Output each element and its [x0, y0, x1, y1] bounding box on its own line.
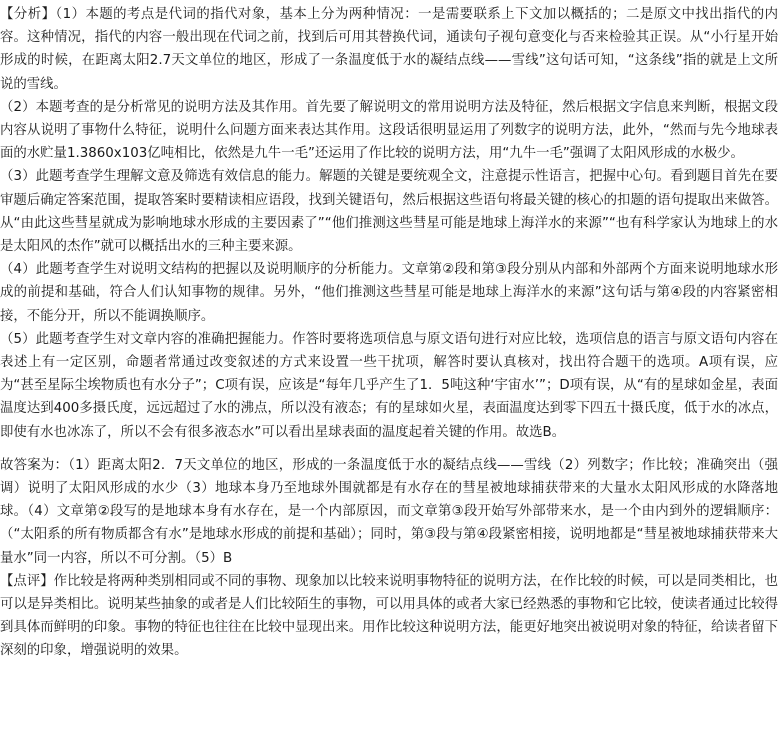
analysis-item-4: （4）此题考查学生对说明文结构的把握以及说明顺序的分析能力。文章第②段和第③段分别从内部和外部两个方面来说明地球水形成的前提和基础，符合人们认知事物的规律。另外，“他们推测这些彗星可能是地球上海洋水的来源”这句话与第④段的内容紧密相接，不能分开，所以不能调换顺序。 [0, 262, 778, 324]
answer-summary: 故答案为：（1）距离太阳2．7天文单位的地区，形成的一条温度低于水的凝结点线——雪线（2）列数字；作比较；准确突出（强调）说明了太阳风形成的水少（3）地球本身乃至地球外围就都是有水存在的彗星被地球捕获带来的大量水太阳风形成的水降落地球。（4）文章第②段写的是地球本身有水存在，是一个内部原因，而文章第③段开始写外部带来水，是一个由内到外的逻辑顺序：（“太阳系的所有物质都含有水”是地球水形成的前提和基础）；同时，第③段与第④段紧密相接，说明地都是“彗星被地球捕获带来大量水”同一内容，所以不可分割。（5）B [0, 457, 778, 566]
analysis-item-1: （1）本题的考点是代词的指代对象，基本上分为两种情况：一是需要联系上下文加以概括的；二是原文中找出指代的内容。这种情况，指代的内容一般出现在代词之前，找到后可用其替换代词，通读句子视句意变化与否来检验其正误。从“小行星开始形成的时候，在距离太阳2.7天文单位的地区，形成了一条温度低于水的凝结点线——雪线”这句话可知，“这条线”指的就是上文所说的雪线。 [0, 7, 778, 92]
section-gap [0, 444, 778, 454]
analysis-part-1 [0, 3, 778, 96]
comment-section [0, 570, 778, 663]
solution-document [0, 3, 778, 663]
analysis-item-5: （5）此题考查学生对文章内容的准确把握能力。作答时要将选项信息与原文语句进行对应比较，选项信息的语言与原文语句内容在表述上有一定区别，命题者常通过改变叙述的方式来设置一些干扰项，解答时要认真核对，找出符合题干的选项。A项有误，应为“甚至星际尘埃物质也有水分子”；C项有误，应该是“每年几乎产生了1．5吨这种‘宇宙水’”；D项有误，从“有的星球如金星，表面温度达到400多摄氏度，远远超过了水的沸点，所以没有液态；有的星球如火星，表面温度达到零下四五十摄氏度，低于水的冰点，即使有水也冰冻了，所以不会有很多液态水”可以看出星球表面的温度起着关键的作用。故选B。 [0, 331, 778, 440]
analysis-tag: 【分析】 [0, 7, 56, 22]
analysis-item-3: （3）此题考查学生理解文意及筛选有效信息的能力。解题的关键是要统观全文，注意提示性语言，把握中心句。看到题目首先在要审题后确定答案范围，提取答案时要精读相应语段，找到关键语句，然后根据这些语句将最关键的核心的扣题的语句提取出来做答。从“由此这些彗星就成为影响地球水形成的主要因素了”“他们推测这些彗星可能是地球上海洋水的来源”“也有科学家认为地球上的水是太阳风的杰作”就可以概括出水的三种主要来源。 [0, 169, 778, 255]
analysis-item-2: （2）本题考查的是分析常见的说明方法及其作用。首先要了解说明文的常用说明方法及特征，然后根据文字信息来判断，根据文段内容从说明了事物什么特征，说明什么问题方面来表达其作用。这段话很明显运用了列数字的说明方法，此外，“然而与先今地球表面的水贮量1.3860x103亿吨相比，依然是九牛一毛”还运用了作比较的说明方法，用“九牛一毛”强调了太阳风形成的水极少。 [0, 99, 778, 162]
comment-tag: 【点评】 [0, 573, 54, 589]
comment-text: 作比较是将两种类别相同或不同的事物、现象加以比较来说明事物特征的说明方法，在作比较的时候，可以是同类相比，也可以是异类相比。说明某些抽象的或者是人们比较陌生的事物，可以用具体的或者大家已经熟悉的事物和它比较，使读者通过比较得到具体而鲜明的印象。事物的特征也往往在比较中显现出来。用作比较这种说明方法，能更好地突出被说明对象的特征，给读者留下深刻的印象，增强说明的效果。 [0, 573, 779, 659]
